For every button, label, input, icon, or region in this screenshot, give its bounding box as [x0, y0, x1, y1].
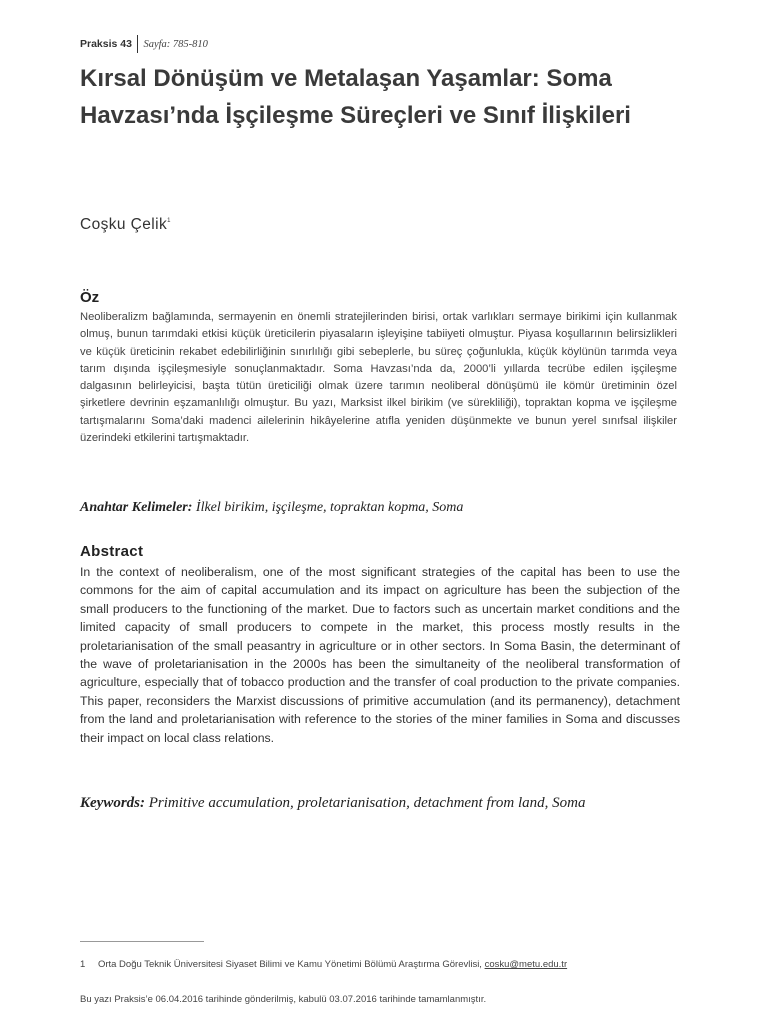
keywords-en-label: Keywords:: [80, 795, 145, 811]
oz-body: Neoliberalizm bağlamında, sermayenin en önemli stratejilerinden birisi, ortak varlıkları sermaye birikimi için kullanmak olmuş, bunun tarımdaki etkisi küçük üreticilerin piyasaların işleyişine tabiiyeti olmuştur. Piyasa koşullarının belirsizlikleri ve küçük üreticinin rekabet edebilirliğinin sınırlılığı gibi sebeplerle, bu süreç çoğunlukla, küçük köylünün tarımda veya tarım dışında işçileşmesiyle sonuçlanmaktadır. Soma Havzası’nda da, 2000’li yıllarda tecrübe edilen işçileşme dalgasının belirleyicisi, başta tütün üreticiliği olmak üzere tarımın neoliberal dönüşümü ile kömür üretiminin özel şirketlere devrinin eşzamanlılığı olmuştur. Bu yazı, Marksist ilkel birikim (ve sürekliliği), topraktan kopma ve işçileşme tartışmalarını Soma’daki madenci ailelerinin hikâyelerine atıfla yeniden düşünmekte ve bunun yerel sınıfsal ilişkiler üzerindeki etkilerini tartışmaktadır.: [80, 311, 677, 445]
abstract-body: In the context of neoliberalism, one of the most significant strategies of the capital has been to use the commons for the aim of capital accumulation and its impact on agriculture has been the subjection of the small producers to the functioning of the market. Due to factors such as uncertain market conditions and the limited capacity of small producers to compete in the market, this process mostly results in the proletarianisation of the small peasantry in agriculture or in other sectors. In Soma Basin, the determinant of the wave of proletarianisation in the 2000s has been the simultaneity of the neoliberal transformation of agriculture, especially that of tobacco production and the transfer of coal production to the private companies. This paper, reconsiders the Marxist discussions of primitive accumulation (and its permanency), detachment from the land and proletarianisation with reference to the stories of the miner families in Soma and discusses their impact on local class relations.: [80, 565, 680, 745]
footnote-divider: [80, 941, 204, 942]
keywords-tr-text: İlkel birikim, işçileşme, topraktan kopma, Soma: [195, 500, 464, 515]
article-title: Kırsal Dönüşüm ve Metalaşan Yaşamlar: Soma Havzası’nda İşçileşme Süreçleri ve Sınıf İlişkileri: [80, 65, 631, 129]
keywords-en: [80, 795, 700, 812]
header-divider: [137, 35, 139, 53]
author-email-link[interactable]: cosku@metu.edu.tr: [484, 959, 568, 970]
oz-heading: Öz: [80, 289, 100, 306]
footnote-number: 1: [80, 959, 86, 970]
running-header: [80, 35, 208, 53]
abstract-heading: Abstract: [80, 543, 144, 560]
author-line: [80, 216, 171, 234]
page-range: Sayfa: 785-810: [143, 38, 208, 50]
footnote-text: Orta Doğu Teknik Üniversitesi Siyaset Bilimi ve Kamu Yönetimi Bölümü Araştırma Görevlisi,: [97, 959, 482, 970]
author-name: Coşku Çelik: [80, 216, 168, 233]
author-footnote-mark[interactable]: 1: [167, 218, 171, 224]
keywords-en-text: Primitive accumulation, proletarianisation, detachment from land, Soma: [148, 795, 586, 811]
journal-issue: Praksis 43: [80, 38, 132, 50]
keywords-tr: [80, 500, 700, 516]
keywords-tr-label: Anahtar Kelimeler:: [80, 500, 193, 515]
received-note: Bu yazı Praksis’e 06.04.2016 tarihinde gönderilmiş, kabulü 03.07.2016 tarihinde tamamlanmıştır.: [80, 994, 487, 1005]
footnote: [80, 959, 567, 970]
